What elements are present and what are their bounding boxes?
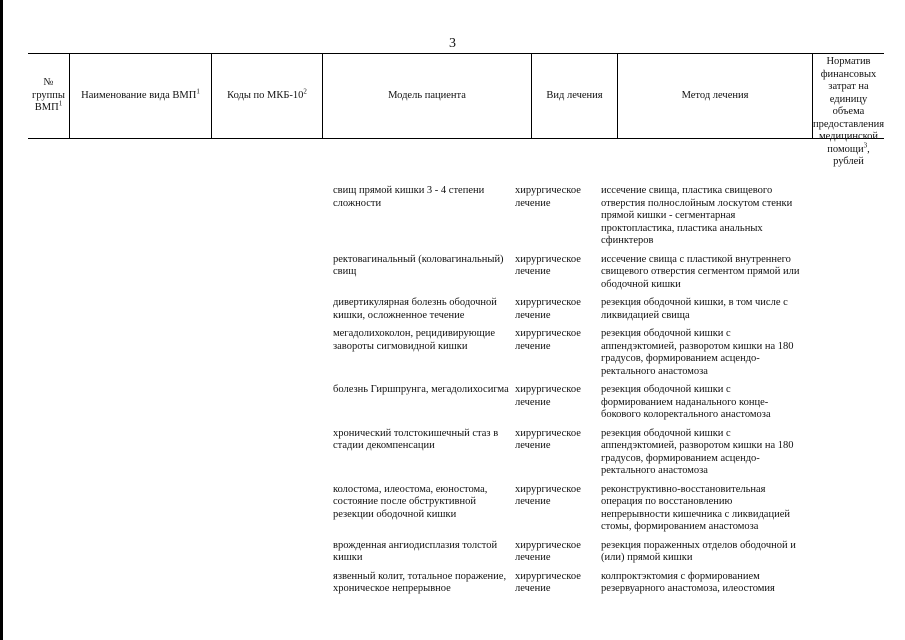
table-row bbox=[333, 185, 803, 248]
table-row bbox=[333, 328, 803, 378]
header-name-label: Наименование вида ВМП bbox=[81, 89, 197, 101]
cell-patient-model: дивертикулярная болезнь ободочной кишки, осложненное течение bbox=[333, 297, 497, 321]
header-icd-footnote: 2 bbox=[303, 87, 307, 96]
page-left-edge bbox=[0, 0, 3, 640]
header-treatment-type: Вид лечения bbox=[531, 54, 617, 138]
header-cost-label: Норматив финансовых затрат на единицу объема предоставления медицинской помощи bbox=[812, 56, 885, 155]
cell-patient-model: болезнь Гиршпрунга, мегадолихосигма bbox=[333, 384, 509, 395]
header-treatment-method: Метод лечения bbox=[617, 54, 812, 138]
cell-treatment-type: хирургическое лечение bbox=[515, 539, 581, 563]
header-cost-footnote: 3 bbox=[863, 141, 868, 149]
cell-treatment-type: хирургическое лечение bbox=[515, 185, 581, 209]
cell-patient-model: свищ прямой кишки 3 - 4 степени сложности bbox=[333, 185, 485, 209]
cell-treatment-method: реконструктивно-восстановительная операция по восстановлению непрерывности кишечника с ликвидацией стомы, формированием анастомоза bbox=[601, 483, 790, 532]
header-cost-tail: , рублей bbox=[833, 143, 870, 167]
table-body bbox=[333, 185, 803, 602]
table-row bbox=[333, 484, 803, 534]
cell-treatment-method: колпроктэктомия с формированием резервуарного анастомоза, илеостомия bbox=[601, 570, 775, 594]
header-group-number bbox=[28, 54, 69, 138]
cell-treatment-method: резекция ободочной кишки, в том числе с ликвидацией свища bbox=[601, 297, 788, 321]
table-row bbox=[333, 428, 803, 478]
cell-treatment-type: хирургическое лечение bbox=[515, 297, 581, 321]
page-number: 3 bbox=[449, 36, 456, 51]
cell-patient-model: язвенный колит, тотальное поражение, хроническое непрерывное bbox=[333, 570, 507, 594]
header-name bbox=[69, 54, 211, 138]
header-group-number-label: № группы ВМП bbox=[32, 77, 65, 114]
header-cost-standard bbox=[812, 54, 885, 167]
header-icd-label: Коды по МКБ-10 bbox=[227, 89, 304, 101]
cell-patient-model: ректовагинальный (коловагинальный) свищ bbox=[333, 253, 504, 277]
cell-treatment-method: иссечение свища, пластика свищевого отверстия полнослойным лоскутом стенки прямой кишки - сегментарная проктопластика, пластика анальных сфинктеров bbox=[601, 185, 793, 246]
cell-patient-model: колостома, илеостома, еюностома, состояние после обструктивной резекции ободочной кишки bbox=[333, 483, 488, 520]
cell-treatment-method: резекция пораженных отделов ободочной и (или) прямой кишки bbox=[601, 539, 796, 563]
table-row bbox=[333, 540, 803, 565]
cell-treatment-type: хирургическое лечение bbox=[515, 427, 581, 451]
cell-patient-model: мегадолихоколон, рецидивирующие завороты сигмовидной кишки bbox=[333, 328, 495, 352]
header-name-footnote: 1 bbox=[196, 87, 200, 96]
table-row bbox=[333, 384, 803, 422]
cell-treatment-type: хирургическое лечение bbox=[515, 570, 581, 594]
cell-treatment-method: иссечение свища с пластикой внутреннего свищевого отверстия сегментом прямой или ободочной кишки bbox=[601, 253, 800, 290]
cell-treatment-method: резекция ободочной кишки с аппендэктомией, разворотом кишки на 180 градусов, формированием асцендо-ректального анастомоза bbox=[601, 328, 794, 377]
cell-treatment-type: хирургическое лечение bbox=[515, 483, 581, 507]
table-row bbox=[333, 297, 803, 322]
cell-treatment-type: хирургическое лечение bbox=[515, 253, 581, 277]
cell-treatment-method: резекция ободочной кишки с формированием наданального конце-бокового колоректального анастомоза bbox=[601, 384, 771, 420]
table-header bbox=[28, 53, 885, 167]
cell-treatment-method: резекция ободочной кишки с аппендэктомией, разворотом кишки на 180 градусов, формированием асцендо-ректального анастомоза bbox=[601, 427, 794, 476]
cell-treatment-type: хирургическое лечение bbox=[515, 328, 581, 352]
table-row bbox=[333, 254, 803, 292]
header-icd-codes bbox=[211, 54, 322, 138]
header-patient-model: Модель пациента bbox=[322, 54, 531, 138]
header-group-number-footnote: 1 bbox=[58, 99, 63, 108]
cell-patient-model: врожденная ангиодисплазия толстой кишки bbox=[333, 539, 498, 563]
table-row bbox=[333, 571, 803, 596]
cell-patient-model: хронический толстокишечный стаз в стадии декомпенсации bbox=[333, 427, 499, 451]
cell-treatment-type: хирургическое лечение bbox=[515, 384, 581, 408]
